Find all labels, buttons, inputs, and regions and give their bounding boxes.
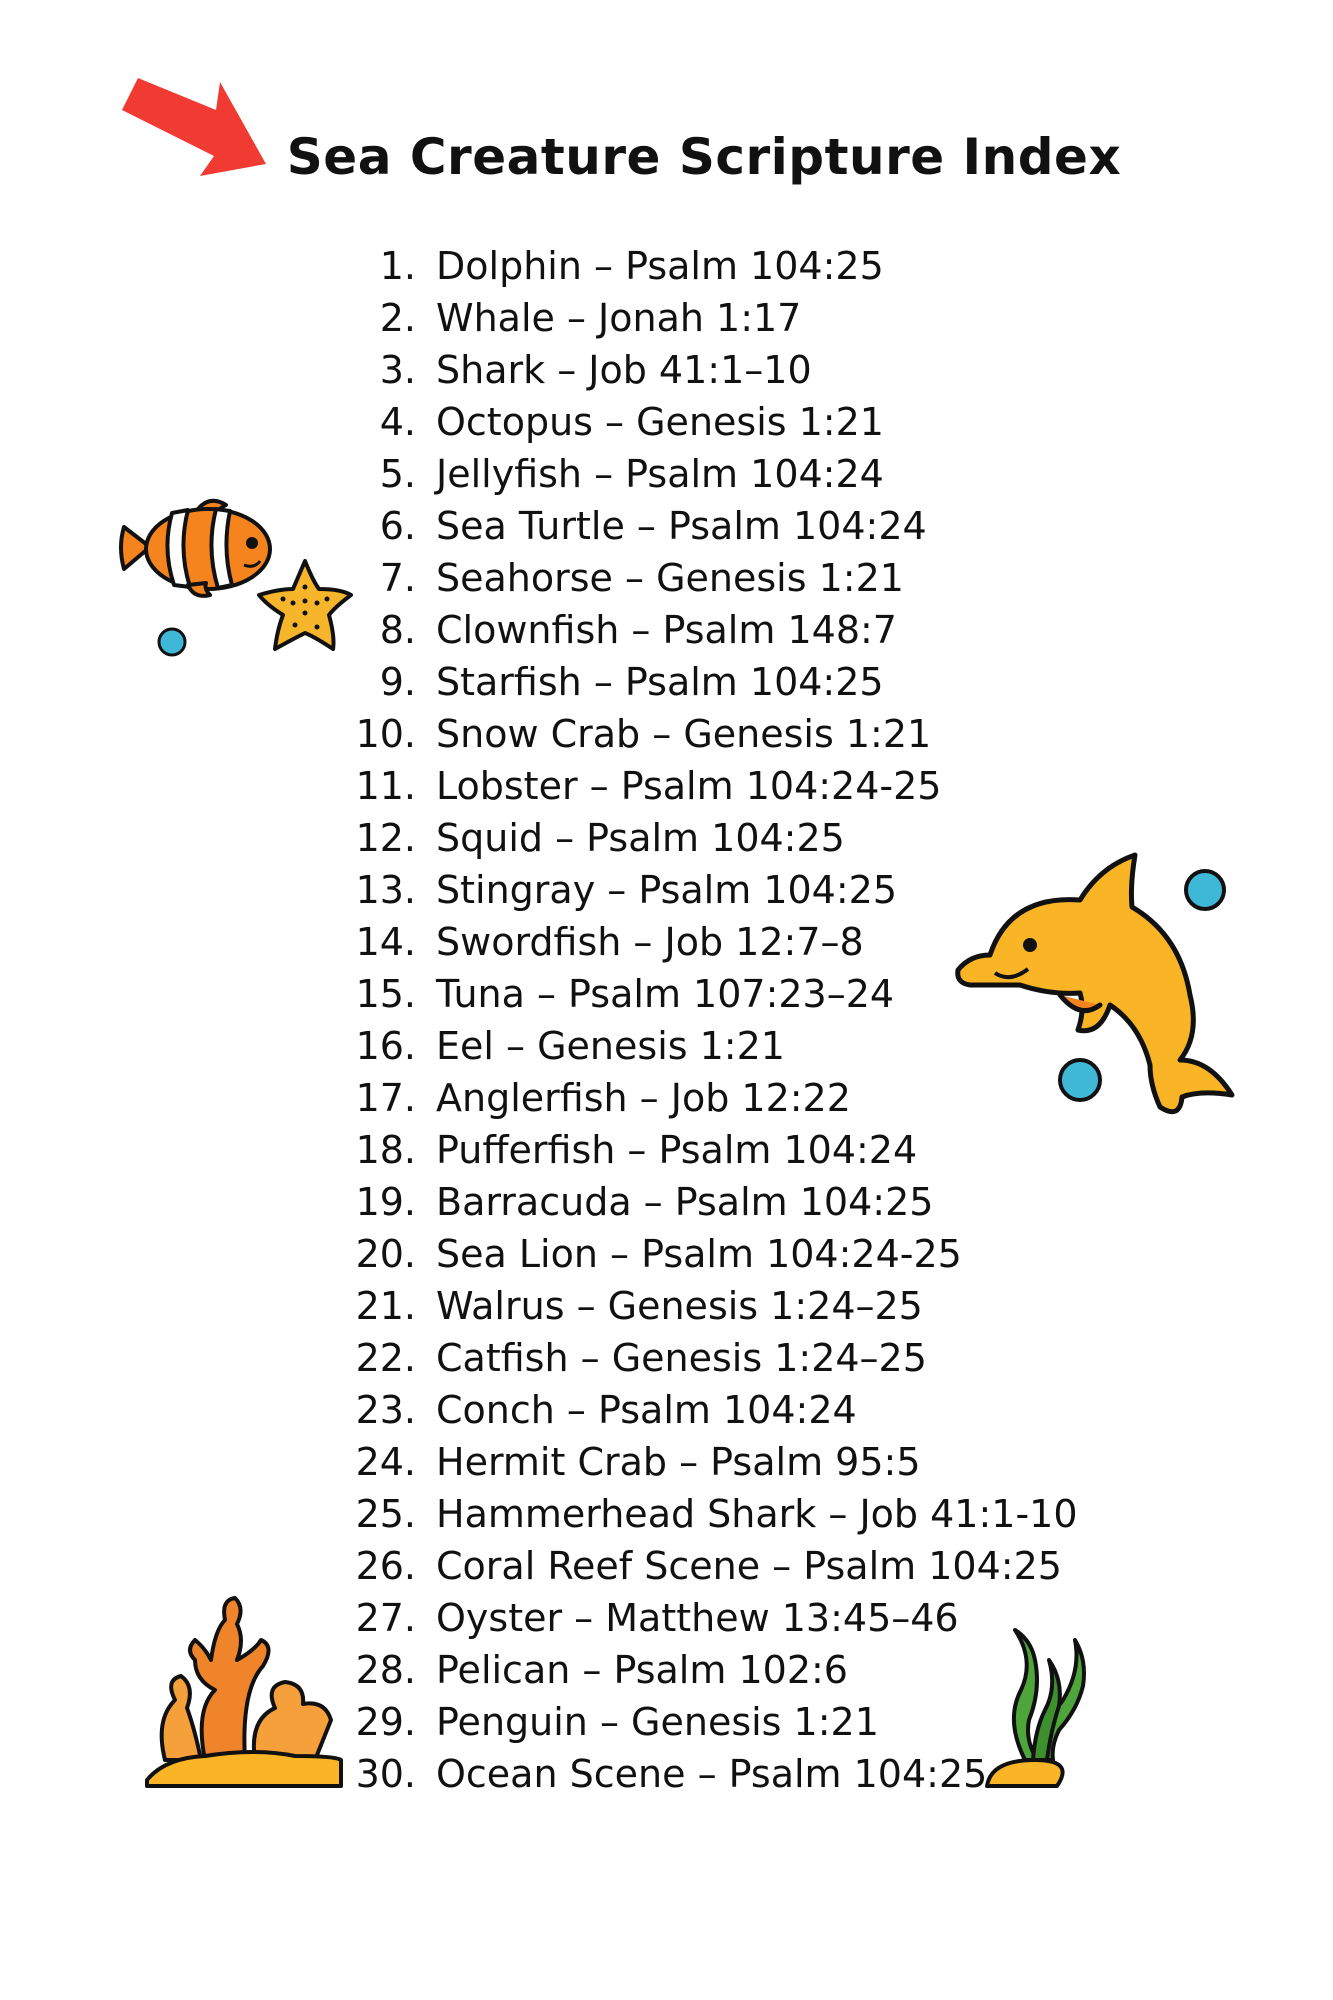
- list-item-number: 18.: [355, 1128, 416, 1172]
- list-item-number: 25.: [355, 1492, 416, 1536]
- list-item-text: Anglerfish – Job 12:22: [436, 1076, 851, 1120]
- list-item-text: Hermit Crab – Psalm 95:5: [436, 1440, 921, 1484]
- list-item-number: 7.: [379, 556, 416, 600]
- bubble-icon: [1180, 865, 1230, 915]
- list-item: [355, 1228, 1110, 1280]
- list-item-number: 5.: [379, 452, 416, 496]
- list-item: [360, 500, 1110, 552]
- list-item-number: 13.: [355, 868, 416, 912]
- list-item-number: 4.: [379, 400, 416, 444]
- starfish-icon: [255, 555, 355, 655]
- list-item-number: 21.: [355, 1284, 416, 1328]
- coral-icon: [145, 1590, 355, 1790]
- list-item-text: Octopus – Genesis 1:21: [436, 400, 884, 444]
- list-item-number: 11.: [355, 764, 416, 808]
- clownfish-icon: [118, 495, 278, 600]
- list-item: [360, 448, 1110, 500]
- list-item-text: Swordfish – Job 12:7–8: [436, 920, 864, 964]
- list-item-number: 30.: [355, 1752, 416, 1796]
- list-item-text: Squid – Psalm 104:25: [436, 816, 845, 860]
- list-item-text: Barracuda – Psalm 104:25: [436, 1180, 934, 1224]
- list-item: [355, 760, 1110, 812]
- list-item-text: Clownfish – Psalm 148:7: [436, 608, 897, 652]
- list-item-text: Pufferfish – Psalm 104:24: [436, 1128, 918, 1172]
- list-item-number: 9.: [379, 660, 416, 704]
- list-item: [360, 604, 1110, 656]
- list-item: [355, 1384, 1110, 1436]
- bubble-icon: [1055, 1055, 1105, 1105]
- bubble-icon: [155, 625, 189, 659]
- list-item-text: Conch – Psalm 104:24: [436, 1388, 857, 1432]
- list-item-number: 3.: [379, 348, 416, 392]
- list-item: [355, 1488, 1110, 1540]
- list-item: [355, 1540, 1110, 1592]
- list-item-number: 16.: [355, 1024, 416, 1068]
- list-item-text: Oyster – Matthew 13:45–46: [436, 1596, 959, 1640]
- list-item: [355, 1332, 1110, 1384]
- list-item-text: Hammerhead Shark – Job 41:1-10: [436, 1492, 1078, 1536]
- list-item-text: Catfish – Genesis 1:24–25: [436, 1336, 927, 1380]
- list-item-text: Whale – Jonah 1:17: [436, 296, 802, 340]
- list-item-number: 28.: [355, 1648, 416, 1692]
- list-item: [360, 656, 1110, 708]
- list-item-number: 17.: [355, 1076, 416, 1120]
- list-item: [355, 1280, 1110, 1332]
- list-item-text: Sea Turtle – Psalm 104:24: [436, 504, 927, 548]
- list-item-text: Pelican – Psalm 102:6: [436, 1648, 848, 1692]
- list-item-text: Walrus – Genesis 1:24–25: [436, 1284, 923, 1328]
- seaweed-icon: [985, 1610, 1095, 1790]
- list-item-text: Coral Reef Scene – Psalm 104:25: [436, 1544, 1062, 1588]
- list-item-number: 8.: [379, 608, 416, 652]
- list-item-text: Snow Crab – Genesis 1:21: [436, 712, 932, 756]
- list-item-number: 14.: [355, 920, 416, 964]
- list-item-text: Tuna – Psalm 107:23–24: [436, 972, 895, 1016]
- list-item-number: 24.: [355, 1440, 416, 1484]
- list-item: [360, 292, 1110, 344]
- list-item-number: 29.: [355, 1700, 416, 1744]
- list-item: [355, 708, 1110, 760]
- list-item-number: 15.: [355, 972, 416, 1016]
- list-item-number: 20.: [355, 1232, 416, 1276]
- list-item-text: Jellyfish – Psalm 104:24: [436, 452, 884, 496]
- list-item-text: Starfish – Psalm 104:25: [436, 660, 884, 704]
- list-item-text: Seahorse – Genesis 1:21: [436, 556, 904, 600]
- page-title: Sea Creature Scripture Index: [286, 128, 1122, 186]
- list-item: [360, 552, 1110, 604]
- list-item: [360, 396, 1110, 448]
- list-item-text: Sea Lion – Psalm 104:24-25: [436, 1232, 962, 1276]
- list-item-number: 12.: [355, 816, 416, 860]
- list-item-text: Stingray – Psalm 104:25: [436, 868, 898, 912]
- list-item: [360, 240, 1110, 292]
- list-item: [360, 344, 1110, 396]
- list-item: [355, 1436, 1110, 1488]
- list-item-number: 1.: [379, 244, 416, 288]
- list-item-number: 23.: [355, 1388, 416, 1432]
- list-item-text: Shark – Job 41:1–10: [436, 348, 812, 392]
- list-item-number: 19.: [355, 1180, 416, 1224]
- list-item-text: Eel – Genesis 1:21: [436, 1024, 785, 1068]
- list-item-number: 22.: [355, 1336, 416, 1380]
- list-item-text: Dolphin – Psalm 104:25: [436, 244, 884, 288]
- list-item: [355, 1124, 1110, 1176]
- list-item-text: Lobster – Psalm 104:24-25: [436, 764, 942, 808]
- list-item-number: 27.: [355, 1596, 416, 1640]
- list-item-number: 26.: [355, 1544, 416, 1588]
- list-item: [355, 1176, 1110, 1228]
- list-item-number: 2.: [379, 296, 416, 340]
- list-item-text: Ocean Scene – Psalm 104:25: [436, 1752, 988, 1796]
- list-item-number: 6.: [379, 504, 416, 548]
- list-item-number: 10.: [355, 712, 416, 756]
- list-item-text: Penguin – Genesis 1:21: [436, 1700, 879, 1744]
